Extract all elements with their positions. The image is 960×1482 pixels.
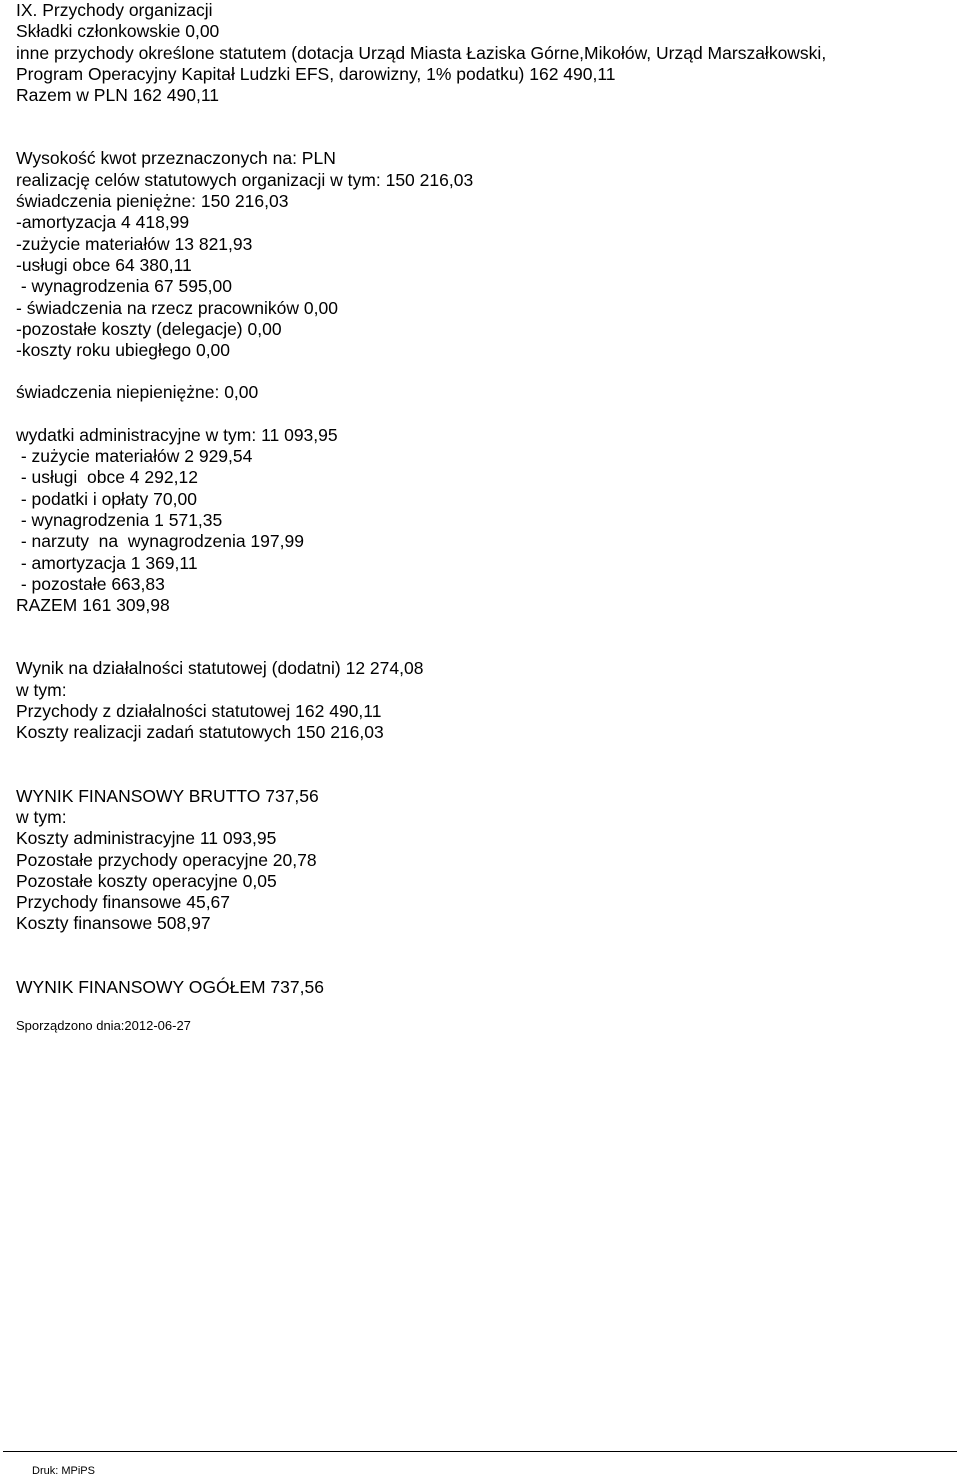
spacer xyxy=(16,404,946,425)
revenue-line: inne przychody określone statutem (dotacja Urząd Miasta Łaziska Górne,Mikołów, Urząd Marszałkowski, xyxy=(16,42,827,63)
print-label: Druk: MPiPS xyxy=(32,1465,95,1477)
section-revenue xyxy=(16,0,946,106)
admin-line: - zużycie materiałów 2 929,54 xyxy=(16,446,253,467)
section-result xyxy=(16,658,946,743)
spacer xyxy=(16,935,946,977)
admin-line: - podatki i opłaty 70,00 xyxy=(16,488,197,509)
admin-line: - wynagrodzenia 1 571,35 xyxy=(16,509,223,530)
admin-line: - narzuty na wynagrodzenia 197,99 xyxy=(16,531,304,552)
revenue-line: Program Operacyjny Kapitał Ludzki EFS, darowizny, 1% podatku) 162 490,11 xyxy=(16,63,616,84)
gross-line: Koszty finansowe 508,97 xyxy=(16,913,211,934)
admin-total-line: RAZEM 161 309,98 xyxy=(16,595,170,616)
nonmonetary-line: świadczenia niepieniężne: 0,00 xyxy=(16,382,259,403)
allocation-line: -amortyzacja 4 418,99 xyxy=(16,212,190,233)
spacer xyxy=(16,361,946,382)
gross-line: Pozostałe koszty operacyjne 0,05 xyxy=(16,870,277,891)
gross-line: Koszty administracyjne 11 093,95 xyxy=(16,828,277,849)
result-line: Wynik na działalności statutowej (dodatni) 12 274,08 xyxy=(16,658,424,679)
revenue-total-line: Razem w PLN 162 490,11 xyxy=(16,85,219,106)
allocation-line: -pozostałe koszty (delegacje) 0,00 xyxy=(16,318,282,339)
section-total xyxy=(16,977,946,998)
footer-divider xyxy=(3,1451,957,1452)
result-line: Przychody z działalności statutowej 162 490,11 xyxy=(16,701,382,722)
admin-line: - usługi obce 4 292,12 xyxy=(16,467,198,488)
result-line: w tym: xyxy=(16,679,67,700)
gross-line: WYNIK FINANSOWY BRUTTO 737,56 xyxy=(16,785,319,806)
allocation-line: - świadczenia na rzecz pracowników 0,00 xyxy=(16,297,338,318)
gross-line: Przychody finansowe 45,67 xyxy=(16,892,231,913)
spacer xyxy=(16,744,946,786)
allocation-line: świadczenia pieniężne: 150 216,03 xyxy=(16,191,289,212)
section-allocation xyxy=(16,148,946,361)
gross-line: Pozostałe przychody operacyjne 20,78 xyxy=(16,849,317,870)
allocation-line: - wynagrodzenia 67 595,00 xyxy=(16,276,232,297)
allocation-line: realizację celów statutowych organizacji w tym: 150 216,03 xyxy=(16,169,474,190)
result-line: Koszty realizacji zadań statutowych 150 216,03 xyxy=(16,722,384,743)
document-page xyxy=(16,0,946,1034)
spacer xyxy=(16,106,946,148)
admin-line: - amortyzacja 1 369,11 xyxy=(16,552,198,573)
allocation-line: -usługi obce 64 380,11 xyxy=(16,254,192,275)
spacer xyxy=(16,616,946,658)
admin-line: wydatki administracyjne w tym: 11 093,95 xyxy=(16,424,338,445)
allocation-line: Wysokość kwot przeznaczonych na: PLN xyxy=(16,148,336,169)
section-gross xyxy=(16,786,946,935)
section-title: IX. Przychody organizacji xyxy=(16,0,213,20)
total-line: WYNIK FINANSOWY OGÓŁEM 737,56 xyxy=(16,976,324,997)
allocation-line: -koszty roku ubiegłego 0,00 xyxy=(16,340,231,361)
allocation-line: -zużycie materiałów 13 821,93 xyxy=(16,233,253,254)
prepared-date: Sporządzono dnia:2012-06-27 xyxy=(16,1017,191,1033)
revenue-line: Składki członkowskie 0,00 xyxy=(16,21,220,42)
admin-line: - pozostałe 663,83 xyxy=(16,573,165,594)
gross-line: w tym: xyxy=(16,806,67,827)
section-nonmonetary xyxy=(16,382,946,403)
section-admin xyxy=(16,425,946,617)
